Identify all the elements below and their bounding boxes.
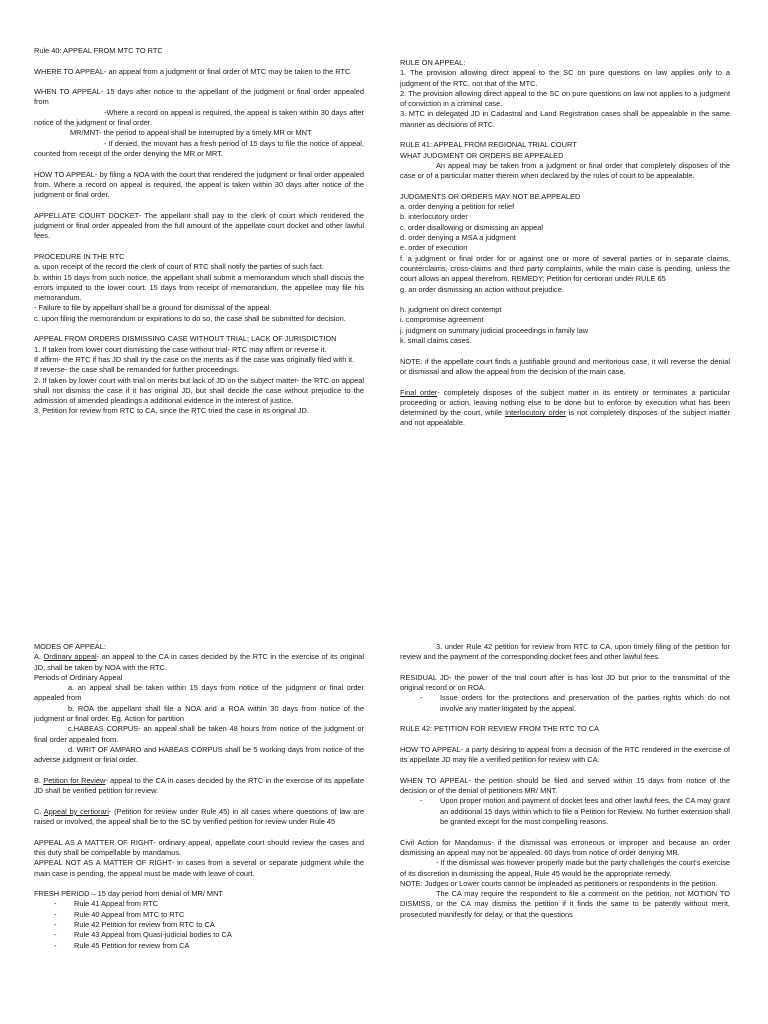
procedure-a: a. upon receipt of the record the clerk of court of RTC shall notify the parties of such fact. [34, 262, 324, 272]
rule-on-appeal-title: RULE ON APPEAL: [400, 58, 466, 67]
rule42-how: HOW TO APPEAL- a party desiring to appeal from a decision of the RTC rendered in the exercise of its appellate JD may file a verified petition for review with CA. [400, 744, 730, 765]
dismiss-item-1: 1. If taken from lower court dismissing the case without trial- RTC may affirm or reverse it. [34, 344, 327, 354]
not-appealable-c: c. order disallowing or dismissing an appeal [400, 222, 543, 232]
list-item: - Rule 40 Appeal from MTC to RTC [54, 910, 364, 920]
page1-left-column [34, 46, 364, 417]
appellate-court-docket: APPELLATE COURT DOCKET- The appellant shall pay to the clerk of court which rendered the judgment or final order appealed from the full amount of the appellate court docket and other lawful fees. [34, 210, 364, 241]
rule42-when-list [400, 796, 730, 827]
rule42-title: RULE 42: PETITION FOR REVIEW FROM THE RTC TO CA [400, 724, 600, 734]
final-order-end: is not completely disposes of the subject matter and not appealable. [400, 408, 730, 428]
civil-action-mandamus: Civil Action for Mandamus- if the dismissal was erroneous or improper and because an order dismissing an appeal may not be appealed. 60 days from notice of order denying MR. [400, 837, 730, 857]
when-to-appeal: WHEN TO APPEAL- 15 days after notice to the appellant of the judgment or final order appealed from [34, 87, 364, 107]
modes-title: MODES OF APPEAL: [34, 642, 106, 651]
appeal-by-certiorari-term: Appeal by certiorari [43, 806, 109, 816]
final-order-term: Final order [400, 387, 438, 397]
not-appealable-i: i. compromise agreement [400, 315, 484, 325]
not-appealable-j: j. judgment on summary judicial proceedings in family law [400, 325, 589, 335]
mr-mnt-line: MR/MNT- the period to appeal shall be interrupted by a timely MR or MNT [70, 128, 312, 138]
period-c: c.HABEAS CORPUS- an appeal shall be taken 48 hours from notice of the judgment or final order appealed from. [34, 724, 364, 744]
dismiss-item-2: 2. If taken by lower court with trial on merits but lack of JD on the subject matter- the RTC on appeal shall not dismiss the case if it has original JD, but shall decide the case without prejudice to the admission of amended pleadings a additional evidence in the interest of justice. [34, 375, 364, 406]
procedure-c: c. upon filing the memorandum or expirations to do so, the case shall be submitted for decision. [34, 313, 346, 323]
not-appealable-e: e. order of execution [400, 243, 468, 253]
interlocutory-order-term: Interlocutory order [504, 408, 566, 418]
dismiss-title: APPEAL FROM ORDERS DISMISSING CASE WITHOUT TRIAL; LACK OF JURISDICTION [34, 334, 337, 344]
civil-action-rule45: - If the dismissal was however properly made but the party challenges the court's exercise of its discretion in dismissing the appeal, Rule 45 would be the appropriate remedy. [400, 858, 730, 878]
if-denied-line: - If denied, the movant has a fresh period of 15 days to file the notice of appeal, counted from receipt of the order denying the MR or MRT. [34, 138, 364, 158]
dismiss-item-3: 3. Petition for review from RTC to CA, since the RTC tried the case in its original JD. [34, 406, 309, 416]
matter-of-right [34, 838, 364, 859]
how-to-appeal: HOW TO APPEAL- by filing a NOA with the court that rendered the judgment or final order appealed from. Where a record on appeal is required, the appeal is taken within 30 days after notice of the judgment or final order. [34, 169, 364, 200]
procedure-failure: - Failure to file by appellant shall be a ground for dismissal of the appeal. [34, 303, 272, 313]
page2-right-column [400, 642, 730, 920]
not-appealable-h: h. judgment on direct contempt [400, 305, 502, 315]
period-a: a. an appeal shall be taken within 15 days from notice of the judgment or final order appealed from [34, 683, 364, 703]
procedure-title: PROCEDURE IN THE RTC [34, 251, 125, 261]
not-appealable-b: b. interlocutory order [400, 212, 468, 222]
mode-a-text: - an appeal to the CA in cases decided by the RTC in the exercise of its original JD, shall be taken by NOA with the RTC. [34, 652, 364, 672]
when-record-on-appeal: -Where a record on appeal is required, the appeal is taken within 30 days after notice of the judgment or final order. [34, 107, 364, 128]
not-matter-of-right-text: - in cases from a several or separate judgment while the main case is pending, the appeal must be made with leave of court. [34, 858, 365, 878]
rule-on-appeal-3: 3. MTC in delegated JD in Cadastral and Land Registration cases shall be appealable in the same manner as decisions of RTC. [400, 109, 730, 129]
mode-b-text: - appeal to the CA in cases decided by the RTC in the exercise of its appellate JD shall be verified petition for review. [34, 775, 364, 796]
ordinary-appeal-term: Ordinary appeal [43, 652, 97, 662]
dismiss-reverse: If reverse- the case shall be remanded for further proceedings. [34, 365, 239, 375]
ca-comment: The CA may require the respondent to file a comment on the petition, not MOTION TO DISMISS, or the CA may dismiss the petition if it finds the same to be patently without merit, prosecuted manifestly for delay, or that the questions [400, 889, 730, 919]
not-appealable-g: g. an order dismissing an action without prejudice. [400, 284, 564, 294]
residual-jd-list [400, 693, 730, 714]
procedure-b: b. within 15 days from such notice, the appellant shall submit a memorandum which shall discus the errors imputed to the lower court. 15 days from receipt of memorandum, the appellee may file his memorandum. [34, 272, 364, 303]
mode-a [34, 652, 364, 673]
judges-note: NOTE: Judges or Lower courts cannot be impleaded as petitioners or respondents in the petition. [400, 878, 718, 888]
list-item: - Issue orders for the protections and preservation of the parties rights which do not involve any matter litigated by the appeal. [420, 693, 730, 714]
final-order-definition [400, 388, 730, 429]
mode-a-prefix: A. [34, 652, 44, 662]
mode-c-prefix: C. [34, 806, 44, 816]
not-matter-of-right [34, 858, 364, 879]
final-order-text: - completely disposes of the subject matter in its entirety or terminates a particular proceeding or action, leaving nothing else to be done but to enforce by execution what has been determined by the court, while [400, 387, 730, 418]
rule42-when: WHEN TO APPEAL- the petition should be filed and served within 15 days from notice of the decision or of the denial of petitioners MR/ MNT. [400, 775, 730, 796]
mode-c [34, 807, 364, 828]
rule41-subtitle: WHAT JUDGMENT OR ORDERS BE APPEALED [400, 150, 564, 160]
rule41-body: An appeal may be taken from a judgment or final order that completely disposes of the case or of a particular matter therein when declared by the rules of court to be appealable. [400, 160, 730, 181]
rule41-title: RULE 41: APPEAL FROM REGIONAL TRIAL COURT [400, 140, 577, 150]
not-appealable-d: d. order denying a MSA a judgment [400, 233, 516, 243]
not-matter-of-right-title: APPEAL NOT AS A MATTER OF RIGHT [34, 858, 172, 868]
list-item: - Upon proper motion and payment of docket fees and other lawful fees, the CA may grant an additional 15 days within which to file a Petition for Review. No further extension shall be granted except for the most compelling reasons. [420, 796, 730, 827]
list-item: - Rule 42 Petition for review from RTC to CA [54, 920, 364, 930]
petition-for-review-term: Petition for Review [43, 775, 106, 785]
fresh-period-list [34, 899, 364, 950]
fresh-period-title: FRESH PERIOD – 15 day period from denial of MR/ MNT [34, 889, 223, 899]
rule-on-appeal-2: 2. The provision allowing direct appeal to the SC on pure questions on law not applies to a judgment of conviction in a criminal case. [400, 88, 730, 109]
mode-b-prefix: B. [34, 775, 44, 785]
matter-of-right-title: APPEAL AS A MATTER OF RIGHT [34, 837, 154, 847]
list-item: - Rule 45 Petition for review from CA [54, 941, 364, 951]
period-b: b. ROA the appellant shall file a NOA and a ROA within 30 days from notice of the judgment or final order. Eg. Action for partition [34, 703, 364, 724]
page2-left-column [34, 642, 364, 961]
mode-b [34, 776, 364, 797]
not-appealable-k: k. small claims cases. [400, 336, 472, 346]
not-appealable-a: a. order denying a petition for relief [400, 202, 515, 212]
where-to-appeal: WHERE TO APPEAL- an appeal from a judgment or final order of MTC may be taken to the RTC [34, 66, 351, 76]
rule-on-appeal-1: 1. The provision allowing direct appeal to the SC on pure questions on law applies only to a judgment of the RTC, not that of the MTC. [400, 68, 730, 88]
matter-of-right-text: - ordinary appeal, appellate court should review the cases and this duty shall be compellable by mandamus. [34, 837, 364, 857]
dismiss-affirm: If affirm- the RTC if has JD shall try the case on the merits as if the case was originally filed with it. [34, 354, 355, 364]
list-item: - Rule 41 Appeal from RTC [54, 899, 364, 909]
residual-jd: RESIDUAL JD- the power of the trial court after is has lost JD but prior to the transmittal of the original record or on ROA. [400, 672, 730, 693]
document-page-2 [0, 622, 768, 1024]
note-justifiable: NOTE: if the appellate court finds a justifiable ground and meritorious case, it will reverse the denial or dismissal and allow the appeal from the decision of the main case. [400, 356, 730, 376]
page1-right-column [400, 58, 730, 439]
mode-c-text: - (Petition for review under Rule 45) in all cases where questions of law are raised or involved, the appeal shall be to the SC by verified petition for review under Rule 45 [34, 806, 364, 827]
period-d: d. WRIT OF AMPARO and HABEAS CORPUS shall be 5 working days from notice of the adverse judgment or final order. [34, 744, 364, 765]
not-appealable-f: f. a judgment or final order for or against one or more of several parties or in separate claims, counterclaims, cross-claims and third party complaints, while the main case is pending, unless the court allows an appeal therefrom. REMEDY; Petition for certiorari under RULE 65 [400, 253, 730, 284]
page-separator [0, 600, 768, 622]
not-appealable-title: JUDGMENTS OR ORDERS MAY NOT BE APPEALED [400, 191, 581, 201]
rule42-item-3: 3. under Rule 42 petition for review from RTC to CA, upon timely filing of the petition for review and the payment of the corresponding docket fees and other lawful fees. [400, 642, 730, 662]
list-item: - Rule 43 Appeal from Quasi-judicial bodies to CA [54, 930, 364, 940]
rule40-title: Rule 40: APPEAL FROM MTC TO RTC [34, 46, 163, 55]
periods-title: Periods of Ordinary Appeal [34, 672, 123, 682]
